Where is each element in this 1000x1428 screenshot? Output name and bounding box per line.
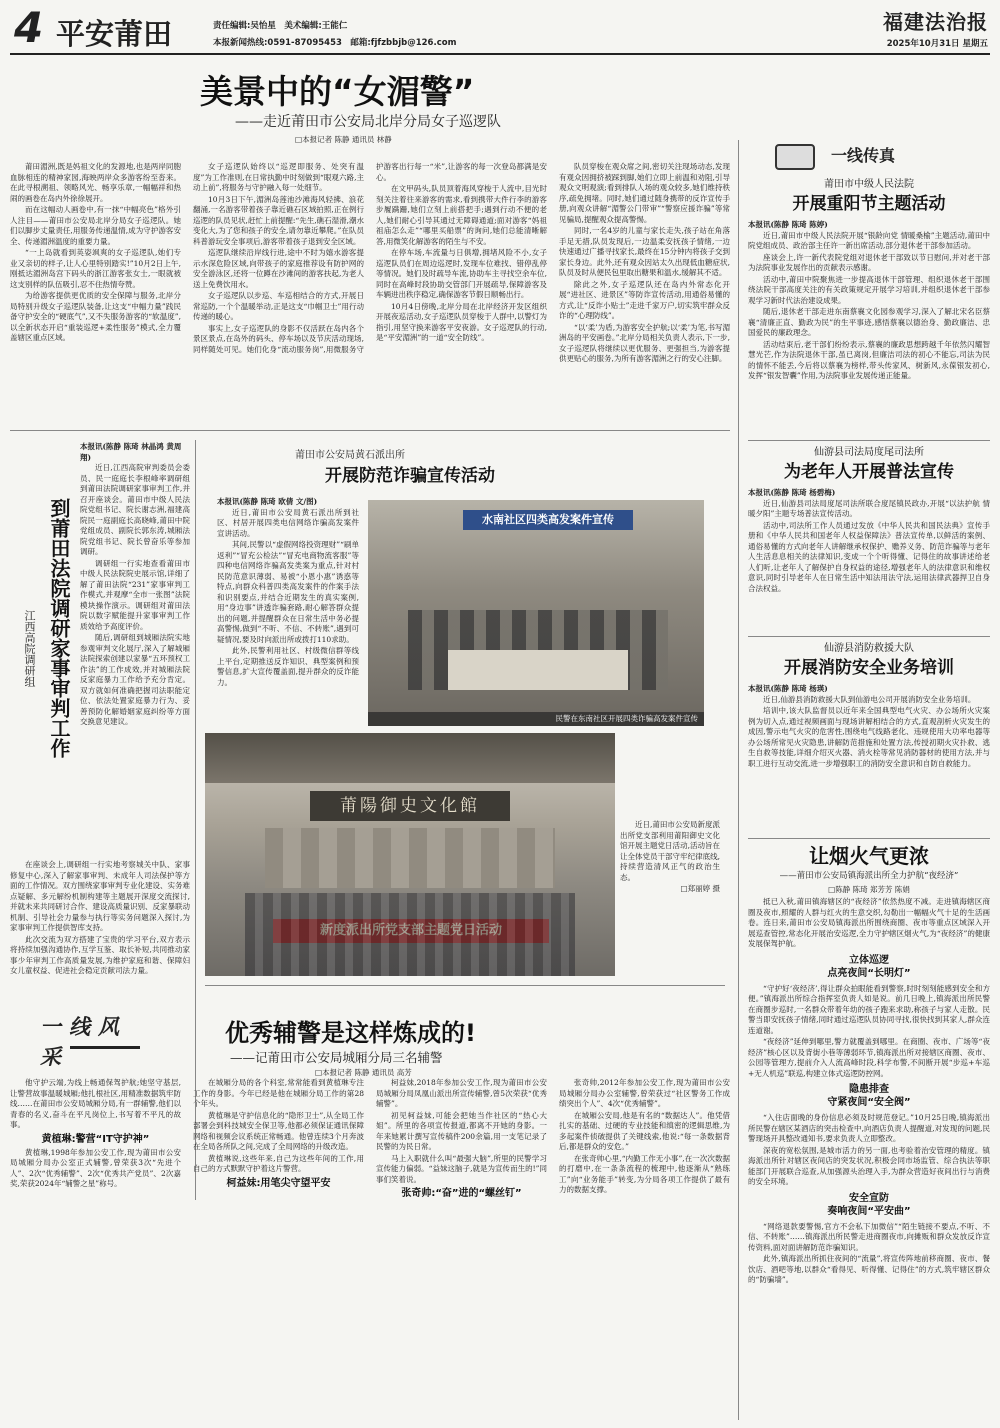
- lead2-paragraph: 在张奇帅心里,“内勤工作无小事”,在一次次数据的打磨中,在一条条流程的梳理中,他逐渐从“熟练工”向“业务能手”转变,为分局各项工作提供了最有力的数据支撑。: [559, 1153, 730, 1194]
- huangshi-photo-caption: 民警在东南社区开展四类诈骗高发案件宣传: [368, 712, 704, 726]
- fax-paragraph: 近日,仙游县消防救援大队到仙游电公司开展消防安全业务培训。: [763, 694, 976, 704]
- fax-paragraph: 座谈会上,许一新代表院党组对退休老干部致以节日慰问,并对老干部为法院事业发展作出的贡献表示感谢。: [748, 252, 990, 272]
- huangshi-paragraph: 此外,民警利用社区、村级微信群等线上平台,定期推送反诈知识、典型案例和预警信息,扩大宣传覆盖面,提升群众的反诈能力。: [217, 646, 359, 687]
- nightlife-paragraph: 此外,镇海派出所抓住夜间的“流量”,将宣传阵地前移商圈、夜市、餐饮店、酒吧等地,以群众“看得见、听得懂、记得住”的方式,筑牢辖区群众的“防骗墙”。: [748, 1254, 990, 1285]
- lead2-paragraph: 在城厢公安局,他是有名的“数据达人”。他凭借扎实的基础、过硬的专业技能和缜密的逻辑思维,为多起案件侦破提供了关键线索,他说:“每一条数据背后,都是群众的安危。”: [559, 1110, 730, 1151]
- court-byline: 本报讯(陈静 陈琦 林晶鸿 黄周翔): [80, 442, 182, 462]
- lead-body: [10, 162, 730, 420]
- nightlife-section-heading: 隐患排查 守紧夜间“安全阀”: [827, 1084, 911, 1109]
- right-rail-rule: [738, 140, 739, 1420]
- nightlife-section-heading: 立体巡逻 点亮夜间“长明灯”: [827, 954, 911, 979]
- fax-headline: 开展重阳节主题活动: [792, 194, 946, 214]
- fax-item: [748, 642, 990, 850]
- lead-paragraph: 女子巡逻队以步巡、车巡相结合的方式,开展日常巡防,一个个温暖举动,正是这支“巾帼卫士”用行动传递的暖心。: [193, 291, 364, 321]
- issue-date: 2025年10月31日 星期五: [886, 39, 988, 49]
- nightlife-paragraph: 抵已入秋,莆田镇海辖区的“夜经济”依然热度不减。走进镇海辖区商圈及夜市,照耀的人群与红火的生意交织,勾勒出一幅幅火气十足的生活画卷。连日来,莆田市公安局镇海派出所围绕商圈、夜市等重点区域深入开展巡查管控,常态化开展治安巡逻,全力守护辖区烟火气,为“夜经济”的健康发展保驾护航。: [748, 897, 990, 949]
- column-logo: [40, 1012, 150, 1069]
- lead2-header: [225, 1017, 725, 1078]
- page-number: 4: [14, 3, 44, 52]
- fax-item: [748, 446, 990, 650]
- museum-sign: 莆陽御史文化館: [310, 791, 510, 821]
- fax-rule: [748, 440, 990, 441]
- lead2-paragraph: 黄植琳说,这些年来,自己为这些年间的工作,用自己的方式默默守护着这片警营。: [193, 1153, 364, 1173]
- fax-byline: 本报讯(陈静 陈琦 杨碧梅): [748, 488, 836, 497]
- huangshi-kicker: 莆田市公安局黄石派出所: [295, 450, 405, 461]
- court-paragraph: 近日,江西高院审判委员会委员、民一庭庭长李根峰率调研组到莆田法院调研家事审判工作,并召开座谈会。莆田市中级人民法院党组书记、院长谢志洲,福建高院民一庭副庭长高晓峰,莆田中院党组成员、副院长郭东涛,城厢法院党组书记、院长曾奋乐等参加调研。: [80, 463, 190, 556]
- lead-paragraph: 同时,一名4岁的儿童与家长走失,孩子站在角落手足无措,队员发现后,一边温柔安抚孩子情绪,一边快速通过广播寻找家长,最终在15分钟内将孩子交到家长身边。此外,还有观众因站太久出现低血糖症状,队员及时从便民包里取出糖果和温水,缓解其不适。: [559, 226, 730, 277]
- fax-paragraph: 活动结束后,老干部们纷纷表示,蔡襄的廉政思想跨越千年依然闪耀智慧光芒,作为法院退休干部,虽已离岗,但廉洁司法的初心不能忘,司法为民的情怀不能丢,今后将以蔡襄为榜样,带头传家风、树新风,永葆银发初心,发挥“银发智囊”作用,为法院事业发展传递正能量。: [748, 339, 990, 380]
- lead-paragraph: “以‘柔’为盾,为游客安全护航;以‘柔’为笔,书写湄洲岛的平安画卷。”北岸分局相关负责人表示,下一步,女子巡逻队将继续以更优服务、更强担当,为游客提供更贴心的服务,为所有游客湄洲之行的安心注脚。: [559, 322, 730, 363]
- lead-paragraph: 队员穿梭在观众席之间,密切关注现场动态,发现有观众因拥挤被踩到脚,她们立即上前温和劝阻,引导观众文明观演;看到排队人场的观众较多,她们维持秩序,疏免拥堵。同时,她们通过随身携带的反诈宣传手册,向观众讲解“湄警公门带审”“警察应援诈骗”等常见骗局,提醒观众提高警惕。: [559, 162, 730, 224]
- fax-header: [775, 140, 975, 174]
- feature-photo: [205, 733, 615, 976]
- lead2-paragraph: 黄植琳,1998年参加公安工作,现为莆田市公安局城厢分局办公室正式辅警,曾荣获3次“先进个人”、2次“优秀辅警”、2次“优秀共产党员”、2次嘉奖,荣获2024年“辅警之星”称号。: [10, 1147, 181, 1188]
- fax-rule: [748, 636, 990, 637]
- feature-photo-caption-box: [620, 820, 720, 970]
- fax-paragraph: 活动中,莆田中院聚焦进一步提高退休干部管理、组织退休老干部围绕法院干部高度关注的有关政策规定开展学习培训,并组织退休老干部参观学习新时代法治建设成果。: [748, 274, 990, 305]
- lead2-paragraph: 张奇帅,2012年参加公安工作,现为莆田市公安局城厢分局办公室辅警,曾荣获过“社区警务工作成绩突出个人”、4次“优秀辅警”。: [559, 1078, 730, 1108]
- lead-paragraph: 在停车场,车流量与日俱增,拥堵风险不小,女子巡逻队员们在周边巡逻时,发现车位难找、错停乱停等情况。她们及时疏导车流,协助车主寻找空余车位,同时在高峰时段协助交管部门开展疏导,保障游客及车辆进出秩序稳定,确保游客节假日顺畅出行。: [376, 248, 547, 299]
- huangshi-byline: 本报讯(陈静 陈琦 欧倩 文/图): [217, 497, 318, 506]
- lead2-section-heading: 张奇帅:“奋”进的“螺丝钉”: [401, 1188, 522, 1199]
- lead-paragraph: 10月4日傍晚,北岸分局在北岸经济开发区组织开展夜巡活动,女子巡逻队员穿梭于人群中,以警灯为指引,用坚守换来游客平安夜游。女子巡逻队的行动,是“平安湄洲”的一道“安全防线”。: [376, 301, 547, 342]
- court-paragraph: 在座谈会上,调研组一行实地考察城关中队、家事修复中心,深入了解家事审判、未成年人司法保护等方面的工作情况。双方围绕家事审判专业化建设、实务难点疑解、多元解纷机制构建等主题展开深度交流探讨,并就未来共同研讨合作、建设高质量识别、反家暴联动机制、引导社会力量参与执行等实务问题深入探讨,为家事审判工作提供智库支持。: [10, 860, 190, 932]
- court-paragraph: 随后,调研组到城厢法院实地参观审判文化展厅,深入了解城厢法院探索创建以家暴“五环预权工作法”的工作成效,并对城厢法院反家庭暴力工作给予充分肯定。双方就如何准确把握司法职能定位、依法处置家庭暴力行为、妥善预防化解婚姻家庭纠纷等方面交换意见建议。: [80, 633, 190, 726]
- nightlife-subtitle: ——莆田市公安局镇海派出所全力护航“夜经济”: [779, 871, 959, 881]
- nightlife-paragraph: 深夜的宽松氛围,是城市活力的另一面,也考验着治安管理的精度。镇海派出所针对辖区夜间店的突发状况,积极会同市场监管、综合执法等职能部门开展联合巡查,从加强源头治理入手,为群众营造好夜间出行与消费的安全环境。: [748, 1145, 990, 1187]
- feature-credit: □郑丽婷 摄: [680, 884, 720, 893]
- court-paragraph: 调研组一行实地查看莆田市中级人民法院院史展示馆,详细了解了莆田法院“231”家事审判工作模式,并观摩“全市一张图”法院模块操作演示。调研组对莆田法院以数字赋能提升家事审判工作质效给予高度评价。: [80, 558, 190, 631]
- huangshi-headline: 开展防范诈骗宣传活动: [325, 466, 495, 486]
- court-subtitle: 江西高院调研组: [23, 610, 36, 687]
- fax-paragraph: 随后,退休老干部走进东南蔡襄文化园参观学习,深入了解北宋名臣蔡襄“清廉正直、勤政为民”的生平事迹,感悟蔡襄以德治身、勤政廉洁、忠国爱民的廉政理念。: [748, 307, 990, 337]
- huangshi-photo: [368, 500, 704, 726]
- lead-paragraph: 事实上,女子巡逻队的身影不仅活跃在岛内各个景区景点,在岛外的码头、停车场以及节庆活动现场,同样随处可见。她们化身“流动服务岗”,用微服务守护游客出行每一“米”,让游客的每一次登岛都满是安心。: [193, 162, 547, 354]
- lead-paragraph: 女子巡逻队始终以“巡逻即服务、处突有温度”为工作准则,在日常执勤中时刻做到“眼观六路,主动上前”,将服务与守护融入每一处细节。: [193, 162, 364, 192]
- nightlife-byline: □陈静 陈琦 郑芳芳 陈娟: [828, 885, 910, 894]
- court-article: [10, 440, 190, 860]
- fax-paragraph: 近日,仙游县司法局度尾司法所联合度尾镇民政办,开展“以法护航 情暖夕阳”主题专场普法宣传活动。: [748, 498, 990, 518]
- fax-body: [748, 488, 990, 650]
- lead2-body: [10, 1078, 730, 1418]
- fax-header-text: 一线传真: [831, 146, 896, 165]
- huangshi-paragraph: 其间,民警以“虚假网络投资理财”“刷单返利”“冒充公检法”“冒充电商物流客服”等四种电信网络诈骗高发类案为重点,针对村民防范意识薄弱、易被“小恩小惠”诱惑等特点,向群众科普四类高发案件的作案手法和识别要点,并结合近期发生的真实案例,用“身边事”讲透诈骗套路,耐心解答群众提出的问题,并提醒群众在日常生活中务必提高警惕,做到“不听、不信、不转账”,遇到可疑情况,要及时向派出所或拨打110求助。: [217, 540, 359, 644]
- lead-paragraph: “一上岛就看到英姿飒爽的女子巡逻队,她们专业又亲切的样子,让人心里特别踏实!”10月2日上午,刚抵达湄洲岛宫下码头的浙江游客张女士,一眼就被这支别样的队伍吸引,忍不住热情夸赞。: [10, 248, 181, 289]
- lead2-byline: □本报记者 陈静 通讯员 高芳: [315, 1068, 412, 1077]
- fax-rule: [748, 838, 990, 839]
- fax-paragraph: 培训中,该大队监督员以近年来全国典型电气火灾、办公场所火灾案例为切入点,通过视频画面与现场讲解相结合的方式,直观剖析火灾发生的成因,警示电气火灾的危害性,围绕电气线路老化、违规使用大功率电器等办公场所常见火灾隐患,讲解防范措施和处置方法,传授初期火灾扑救、逃生自救等技能,详细介绍灭火器、消火栓等常见消防器材的使用方法,并与职工进行互动交流,进一步增强职工的消防安全意识和自防自救能力。: [748, 706, 990, 768]
- fax-kicker: 莆田市中级人民法院: [824, 179, 914, 190]
- court-headline: 到莆田法院调研家事审判工作: [47, 498, 71, 758]
- lead-paragraph: 除此之外,女子巡逻队还在岛内外常态化开展“进社区、进景区”等防诈宣传活动,用通俗易懂的方式,让“反诈小贴士”走进千家万户,切实筑牢群众反诈的“心理防线”。: [559, 279, 730, 320]
- nightlife-body: [748, 897, 990, 1417]
- lead2-paragraph: 柯益妹,2018年参加公安工作,现为莆田市公安局城厢分局凤凰山派出所宣传辅警,曾5次荣获“优秀辅警”。: [376, 1078, 547, 1108]
- lead-byline: □本报记者 陈静 通讯员 林静: [295, 135, 392, 144]
- lead2-paragraph: 他守护云端,为线上畅通保驾护航;她坚守基层,让警营故事温暖城厢;他扎根社区,用精准数据筑牢防线……在莆田市公安局城厢分局,有一群辅警,他们以青春的名义,奋斗在平凡岗位上,书写着不平凡的故事。: [10, 1078, 181, 1129]
- nightlife-section-heading: 安全宣防 奏响夜间“平安曲”: [827, 1192, 911, 1217]
- paper-logo: 福建法治报: [883, 10, 988, 34]
- lead-paragraph: 在文甲码头,队员顶着海风穿梭于人流中,目光时刻关注着往来游客的需求,看到携带大件行李的游客步履蹒跚,她们立刻上前搭把手;遇到行动不便的老人,她们耐心引导其通过无障碍通道;面对游客“妈祖祖庙怎么走”“哪里买船票”的询问,她们总能清晰解答,用微笑化解游客的陌生与不安。: [376, 184, 547, 246]
- feature-group-people: [245, 893, 575, 976]
- lead-subtitle: ——走近莆田市公安局北岸分局女子巡逻队: [235, 114, 501, 130]
- huangshi-photo-table: [448, 650, 628, 690]
- lead-headline: 美景中的“女湄警”: [200, 72, 475, 111]
- museum-wall: [265, 828, 555, 888]
- huangshi-photo-banner: 水南社区四类高发案件宣传: [463, 510, 633, 530]
- huangshi-article: [205, 440, 725, 726]
- lead2-subtitle: ——记莆田市公安局城厢分局三名辅警: [230, 1050, 443, 1065]
- lead-paragraph: 10月3日下午,湄洲岛莲池沙滩海风轻拂、浪花翻涌,一名游客带着孩子靠近礁石区域拍照,正在例行巡逻的队员见状,赶忙上前提醒:“先生,礁石湿滑,潮水变化大,为了您和孩子的安全,请勿靠近攀爬。”在队员科普游玩安全事项后,游客带着孩子退到安全区域。: [193, 194, 365, 246]
- page-header: [10, 3, 990, 58]
- lead2-paragraph: 黄植琳是守护信息化的“隐形卫士”,从全局工作部署会到科技城安全保卫等,他都必须保证通讯保障网络和视频会议系统正常畅通。他曾连续3个月奔波在全局各所队之间,完成了全局网络的升级改造。: [193, 1110, 364, 1151]
- fax-body: [748, 220, 990, 458]
- lead2-paragraph: 初见柯益妹,可能会把她当作社区的“热心大姐”。所里的各项宣传报道,都离不开她的身影。一年来她累计撰写宣传稿件200余篇,用一支笔记录了民警的为民日常。: [376, 1110, 547, 1151]
- lead-paragraph: 为给游客提供更优质的安全保障与服务,北岸分局特别升级女子巡逻队装备,让这支“中幅力量”践民备守护安全的“硬底气”,又不失服务游客的“软温度”,以全新状态开启“重装巡逻+柔性服务”模式,全力覆盖辖区重点区域。: [10, 291, 181, 342]
- court-body: [80, 442, 190, 858]
- lead2-paragraph: 在城厢分局的各个科室,常常能看到黄植琳专注工作的身影。今年已经是他在城厢分局工作的第28个年头。: [193, 1078, 364, 1108]
- huangshi-body: [217, 497, 359, 725]
- editor-credit: 责任编辑:吴怡星 美术编辑:王能仁: [213, 21, 348, 31]
- nightlife-paragraph: “网络退款要警惕,官方不会私下加微信”“陌生链接不要点,不听、不信、不转账”……镇海派出所民警走进商圈夜市,向摊贩和群众发放反诈宣传资料,面对面讲解防范诈骗知识。: [748, 1221, 990, 1252]
- nightlife-paragraph: “守护好‘夜经济’,得让群众拍眼能看到警察,时时刻刻能感到安全和方便。”镇海派出所综合指挥室负责人如是说。前几日晚上,镇海派出所民警在商圈步巡时,一名群众带着年幼的孩子跑来求助,称孩子与家人走散。民警当即安抚孩子情绪,同时通过巡逻队员协同寻找,很快找到其家人,群众连连道谢。: [748, 983, 990, 1035]
- fax-kicker: 仙游县消防救援大队: [824, 643, 914, 654]
- nightlife-headline: 让烟火气更浓: [809, 844, 929, 868]
- column-logo-text: 一线风采: [40, 1015, 127, 1069]
- nightlife-paragraph: “入住店面晚的身份信息必须及时规范登记。”10月25日晚,镇海派出所民警在辖区某酒店的突击检查中,向酒店负责人提醒道,对发现的问题,民警现场开具整改通知书,要求负责人立即整改。: [748, 1113, 990, 1144]
- section-title: 平安莆田: [56, 17, 173, 51]
- fax-paragraph: 活动中,司法所工作人员通过发放《中华人民共和国民法典》宣传手册和《中华人民共和国老年人权益保障法》普法宣传单,以鲜活的案例、通俗易懂的方式向老年人讲解继承权保护、赡养义务、防范诈骗等与老年人生活息息相关的法律知识,变成一个个听得懂、记得住的故事讲述给老人们听,让老年人了解保护自身权益的途径,增强老年人的法律意识和维权意识,同时引导老年人在日常生活中知法用法守法,运用法律武器捍卫自身合法权益。: [748, 520, 990, 593]
- news-hotline: 本报新闻热线:0591-87095453 邮箱:fjfzbbjb@126.com: [213, 38, 457, 48]
- lead-paragraph: 莆田湄洲,既是妈祖文化的发源地,也是两岸同胞血脉相连的精神家园,海映两岸众多游客纷至沓来。在此寻根溯祖、领略风光、畅享乐章,一幅幅祥和热闹的画卷在岛内外徐徐展开。: [10, 162, 181, 203]
- feature-caption: 近日,莆田市公安局新度派出所党支部利用莆阳御史文化馆开展主题党日活动,活动旨在让全体党员干部守牢纪律底线,持续营造清风正气的政治生态。: [620, 820, 720, 882]
- fax-byline: 本报讯(陈静 陈琦 陈婷): [748, 220, 828, 229]
- nightlife-article: [748, 842, 990, 1417]
- lead-bottom-rule: [10, 430, 730, 431]
- fax-icon: [775, 144, 815, 170]
- middle-rule: [205, 985, 725, 986]
- nightlife-paragraph: “夜经济”延伸到哪里,警力就覆盖到哪里。在商圈、夜市、广场等“夜经济”核心区以及背街小巷等薄弱环节,镇海派出所对接辖区商圈、夜市、公园等管理方,提前介入人流高峰时段,科学布警,不间断开展“步巡+车巡+无人机巡”联巡,构建立体式巡逻防控网。: [748, 1037, 990, 1078]
- fax-headline: 开展消防安全业务培训: [784, 658, 954, 678]
- lead2-section-heading: 柯益妹:用笔尖守望平安: [226, 1177, 331, 1189]
- huangshi-paragraph: 近日,莆田市公安局黄石派出所到社区、村居开展四类电信网络诈骗高发案件宣讲活动。: [217, 507, 359, 538]
- column-logo-bar: [70, 1046, 140, 1049]
- fax-paragraph: 近日,莆田市中级人民法院开展“银龄向党 情暖桑榆”主题活动,莆田中院党组成员、政治部主任许一新出席活动,部分退休老干部参加活动。: [748, 230, 990, 250]
- fax-kicker: 仙游县司法局度尾司法所: [814, 447, 924, 458]
- fax-byline: 本报讯(陈静 陈琦 杨瑛): [748, 684, 828, 693]
- lead2-section-heading: 黄植琳:警营“IT守护神”: [41, 1133, 150, 1145]
- court-paragraph: 此次交流为双方搭建了宝贵的学习平台,双方表示将持续加强沟通协作,互学互鉴、取长补短,共同推动家事少年审判工作高质量发展,为维护家庭和谐、保障妇女儿童权益、促进社会稳定贡献司法力量。: [10, 934, 190, 975]
- lead-paragraph: 而在这幅动人画卷中,有一抹“中幅亮色”格外引人注目——莆田市公安局北岸分局女子巡逻队。她们以脚步丈量责任,用服务传递温情,成为守护游客安全、传递湄洲温度的重要力量。: [10, 205, 181, 246]
- masthead-rule: [10, 53, 990, 55]
- lead-paragraph: 巡逻队继续沿岸线行进,途中不时为嬉水游客提示水深危险区域,向带孩子的家庭推荐设有防护网的安全游泳区,还将一位蹲在沙滩间的游客扶起,为老人送上免费饮用水。: [193, 248, 364, 289]
- museum-roof: [205, 733, 615, 783]
- lead-article: [200, 72, 720, 145]
- fax-item: [748, 178, 990, 458]
- lead2-paragraph: 马上入职就什么叫“最强大脑”,所里的民警学习宣传能力偏弱。“益妹这脑子,就是为宣传而生的!”同事们笑着说。: [376, 1153, 547, 1184]
- fax-body: [748, 684, 990, 850]
- fax-headline: 为老年人开展普法宣传: [784, 462, 954, 482]
- lead2-headline: 优秀辅警是这样炼成的!: [225, 1019, 476, 1047]
